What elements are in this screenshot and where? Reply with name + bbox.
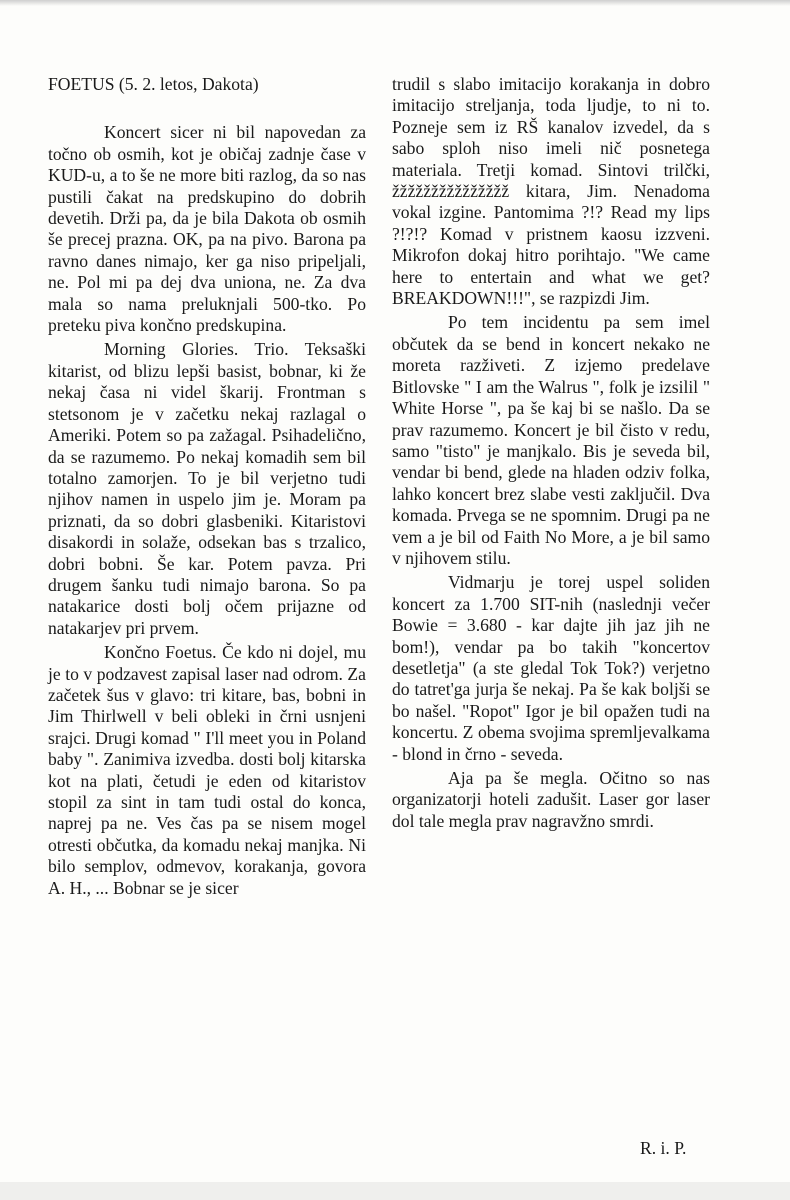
- scan-bottom-edge: [0, 1182, 790, 1200]
- paragraph-foetus: Končno Foetus. Če kdo ni dojel, mu je to v podzavest zapisal laser nad odrom. Za začetek šus v glavo: tri kitare, bas, bobni in Jim Thirlwell v beli obleki in črni usnjeni srajci. Drugi komad " I'll meet you in Poland baby ". Zanimiva izvedba. dosti bolj kitarska kot na plati, četudi je eden od kitaristov stopil za sint in tam tudi ostal do konca, naprej pa ne. Ves čas pa se nisem mogel otresti občutka, da komadu nekaj manjka. Ni bilo semplov, odmevov, korakanja, govora A. H., ... Bobnar se je sicer: [48, 642, 366, 898]
- article-title: FOETUS (5. 2. letos, Dakota): [48, 74, 259, 94]
- paragraph-fog: Aja pa še megla. Očitno so nas organizatorji hoteli zadušit. Laser gor laser dol tale megla prav nagravžno smrdi.: [392, 768, 710, 831]
- scan-top-edge: [0, 0, 790, 6]
- paragraph-verdict: Vidmarju je torej uspel soliden koncert za 1.700 SIT-nih (naslednji večer Bowie = 3.680 - kar dajte jih jaz jih ne bom!), vendar pa bo takih "koncertov desetletja" (a ste gledal Tok Tok?) verjetno do tatret'ga jurja še nekaj. Pa še kak boljši se bo našel. "Ropot" Igor je bil opažen tudi na koncertu. Z obema svojima spremljevalkama - blond in črno - seveda.: [392, 572, 710, 764]
- paragraph-support-act: Morning Glories. Trio. Teksaški kitarist, od blizu lepši basist, bobnar, ki že nekaj časa ni videl škarij. Frontman s stetsonom je v začetku nekaj razlagal o Ameriki. Potem so pa zažagal. Psihadelično, da se razumemo. Po nekaj komadih sem bil totalno zamorjen. To je bil verjetno tudi njihov namen in uspelo jim je. Moram pa priznati, da so dobri glasbeniki. Kitaristovi disakordi in solaže, odsekan bas s trzalico, dobri bobni. Še kar. Potem pavza. Pri drugem šanku tudi nimajo barona. So pa natakarice dosti bolj očem prijazne od natakarjev pri prvem.: [48, 339, 366, 638]
- paragraph-incident: Po tem incidentu pa sem imel občutek da se bend in koncert nekako ne moreta razživeti. Z izjemo predelave Bitlovske " I am the Walrus ", folk je izsilil " White Horse ", pa še kaj bi se našlo. Da se prav razumemo. Koncert je bil čisto v redu, samo "tisto" je manjkalo. Bis je seveda bil, vendar bi bend, glede na hladen odziv folka, lahko koncert brez slabe vesti zaključil. Dva komada. Prvega se ne spomnim. Drugi pa ne vem a je bil od Faith No More, a je bil samo v njihovem stilu.: [392, 312, 710, 568]
- left-column: [48, 74, 366, 901]
- paragraph-intro: Koncert sicer ni bil napovedan za točno ob osmih, kot je običaj zadnje čase v KUD-u, a to še ne more biti razlog, da so nas pustili čakat na predskupino do dobrih devetih. Drži pa, da je bila Dakota ob osmih še precej prazna. OK, pa na pivo. Barona pa ravno danes nimajo, ker ga niso pripeljali, ne. Pol mi pa dej dva uniona, ne. Za dva mala so nama preluknjali 500-tko. Po preteku piva končno predskupina.: [48, 122, 366, 336]
- right-column: [392, 74, 710, 834]
- author-signature: R. i. P.: [640, 1138, 687, 1158]
- paragraph-continuation: trudil s slabo imitacijo korakanja in dobro imitacijo streljanja, toda ljudje, to ni to. Pozneje sem iz RŠ kanalov izvedel, da s sabo sploh niso imeli nič posnetega materiala. Tretji komad. Sintovi trilčki, žžžžžžžžžžžžžžž kitara, Jim. Nenadoma vokal izgine. Pantomima ?!? Read my lips ?!?!? Komad v pristnem kaosu izzveni. Mikrofon dokaj hitro porihtajo. "We came here to entertain and what we get? BREAKDOWN!!!", se razpizdi Jim.: [392, 74, 710, 309]
